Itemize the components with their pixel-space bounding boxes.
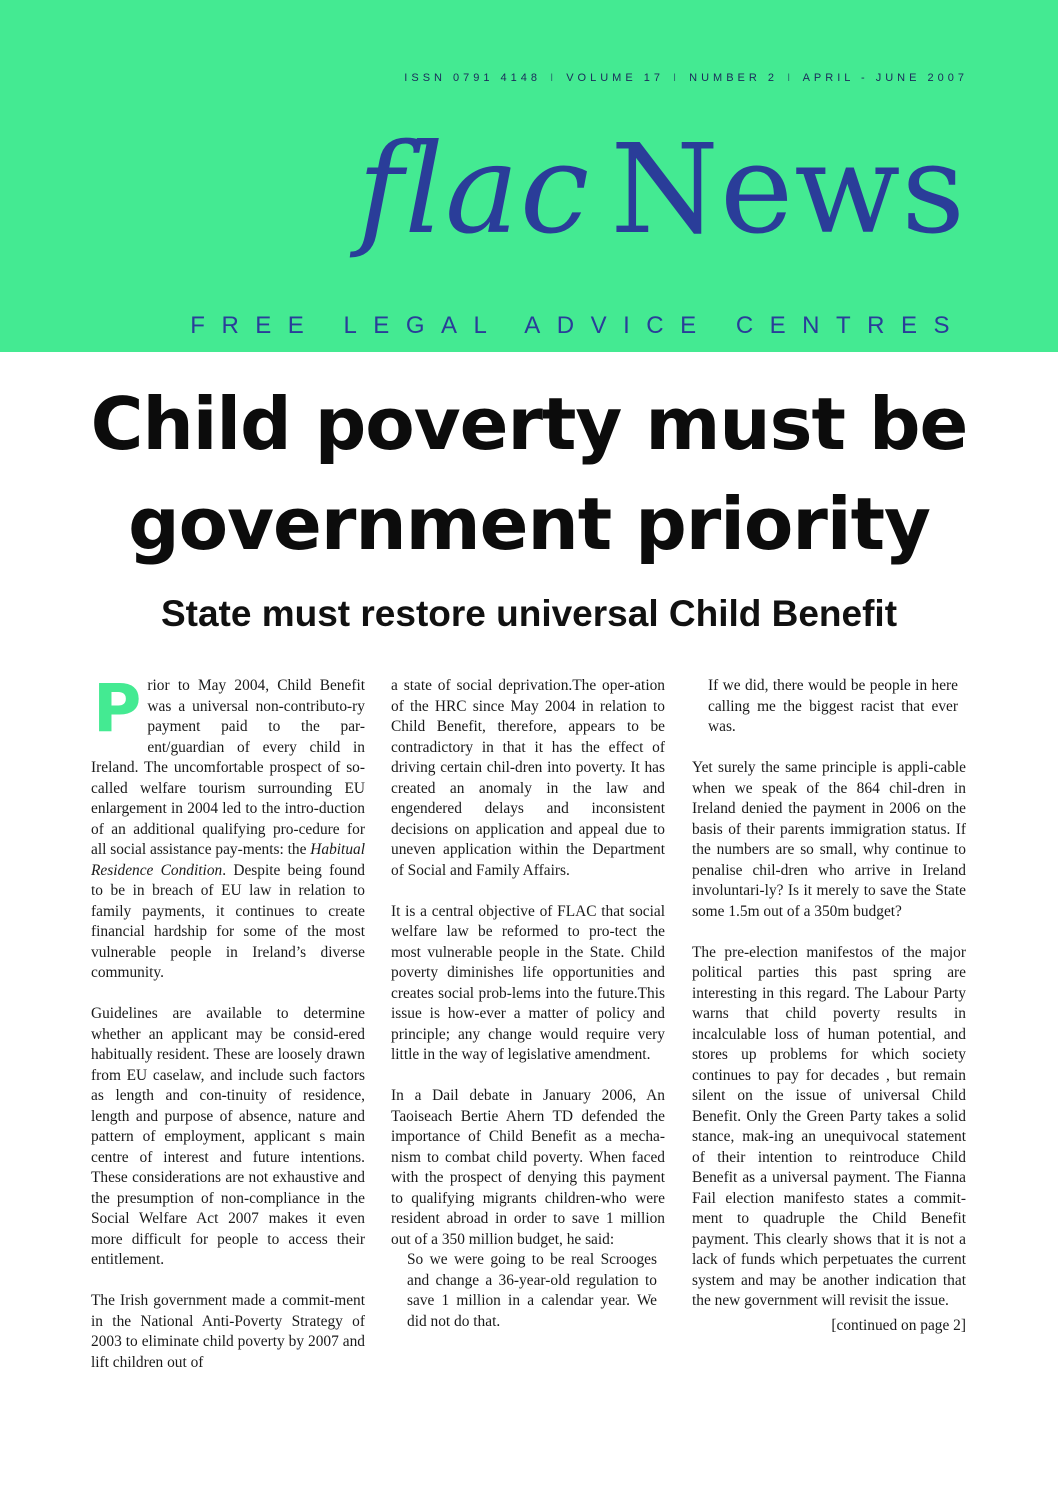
masthead — [0, 0, 1058, 352]
paragraph: a state of social deprivation.The oper-ation of the HRC since May 2004 in relation to Child Benefit, therefore, appears to be contradictory in that it has the effect of driving certain chil-dren into poverty. It has created an anomaly in the law and engendered delays and inconsistent decisions on application and appeal due to uneven application within the Department of Social and Family Affairs. — [391, 677, 665, 879]
newsletter-title — [357, 118, 966, 262]
article-column-3 — [692, 676, 966, 1336]
paragraph — [91, 670, 365, 984]
separator: I — [550, 72, 558, 84]
paragraph: In a Dail debate in January 2006, An Taoiseach Bertie Ahern TD defended the importance of Child Benefit as a mecha-nism to combat child poverty. When faced with the prospect of denying this payment to qualifying migrants children-who were resident abroad in order to save 1 million out of a 350 million budget, he said: — [391, 1087, 665, 1248]
habitual-residence-condition: Habitual Residence Condition — [91, 841, 365, 879]
paragraph: Yet surely the same principle is appli-cable when we speak of the 864 chil-dren in Ireland denied the payment in 2006 on the basis of their parents immigration status. If the numbers are so small, why continue to penalise chil-dren who arrive in Ireland involuntari-ly? Is it merely to save the State some 1.5m out of a 350m budget? — [692, 759, 966, 920]
paragraph: The Irish government made a commit-ment in the National Anti-Poverty Strategy of 2003 to eliminate child poverty by 2007 and lift children out of — [91, 1292, 365, 1371]
headline — [0, 374, 1058, 574]
paragraph: The pre-election manifestos of the major political parties this past spring are interesting in this regard. The Labour Party warns that child poverty results in incalculable loss of human potential, and stores up problems for which society continues to pay for decades , but remain silent on the issue of universal Child Benefit. Only the Green Party takes a solid stance, mak-ing an unequivocal statement of their intention to reintroduce Child Benefit as a universal payment. The Fianna Fail election manifesto states a commit-ment to quadruple the Child Benefit payment. This clearly shows that it is not a lack of funds which perpetuates the current system and may be another indication that the new government will revisit the issue. — [692, 943, 966, 1309]
paragraph: Guidelines are available to determine whether an applicant may be consid-ered habitually resident. These are loosely drawn from EU caselaw, and include such factors as length and con-tinuity of residence, length and purpose of absence, nature and pattern of employment, applicant s main centre of interest and future intentions. These considerations are not exhaustive and the presumption of non-compliance in the Social Welfare Act 2007 makes it even more difficult for people to access their entitlement. — [91, 1005, 365, 1268]
paragraph-text: . Despite being found to be in breach of EU law in relation to family payments, it continues to create financial hardship for some of the most vulnerable people in Ireland’s diverse community. — [91, 861, 365, 981]
deck: State must restore universal Child Benefit — [160, 593, 898, 634]
title-news: News — [610, 118, 966, 262]
quotation: So we were going to be real Scrooges and change a 36-year-old regulation to save 1 million in a calendar year. We did not do that. — [407, 1251, 657, 1330]
issn: ISSN 0791 4148 — [404, 72, 542, 84]
continued-note: [continued on page 2] — [831, 1316, 966, 1334]
separator: I — [787, 72, 795, 84]
article-column-2 — [391, 676, 665, 1353]
number: NUMBER 2 — [689, 72, 778, 84]
headline-line-2: government priority — [128, 482, 930, 566]
organisation-name: FREE LEGAL ADVICE CENTRES — [190, 312, 966, 339]
drop-cap: P — [93, 670, 142, 747]
paragraph: It is a central objective of FLAC that social welfare law be reformed to pro-tect the most vulnerable people in the State. Child poverty diminishes life opportunities and creates social prob-lems into the future.This issue is how-ever a matter of policy and principle; any change would require very little in the way of legislative amendment. — [391, 902, 665, 1063]
headline-line-1: Child poverty must be — [90, 382, 968, 466]
volume: VOLUME 17 — [566, 72, 664, 84]
separator: I — [673, 72, 681, 84]
issue-date: APRIL - JUNE 2007 — [802, 72, 968, 84]
issue-info — [404, 72, 968, 84]
article-column-1 — [91, 670, 365, 1394]
paragraph-text: rior to May 2004, Child Benefit was a universal non-contributo-ry payment paid to the par-ent/guardian of every child in Ireland. The uncomfortable prospect of so-called welfare tourism surrounding EU enlargement in 2004 led to the intro-duction of an additional qualifying pro-cedure for all social assistance pay-ments: the — [91, 677, 365, 858]
quotation: If we did, there would be people in here calling me the biggest racist that ever was. — [708, 677, 958, 735]
title-flac: flac — [357, 118, 591, 262]
